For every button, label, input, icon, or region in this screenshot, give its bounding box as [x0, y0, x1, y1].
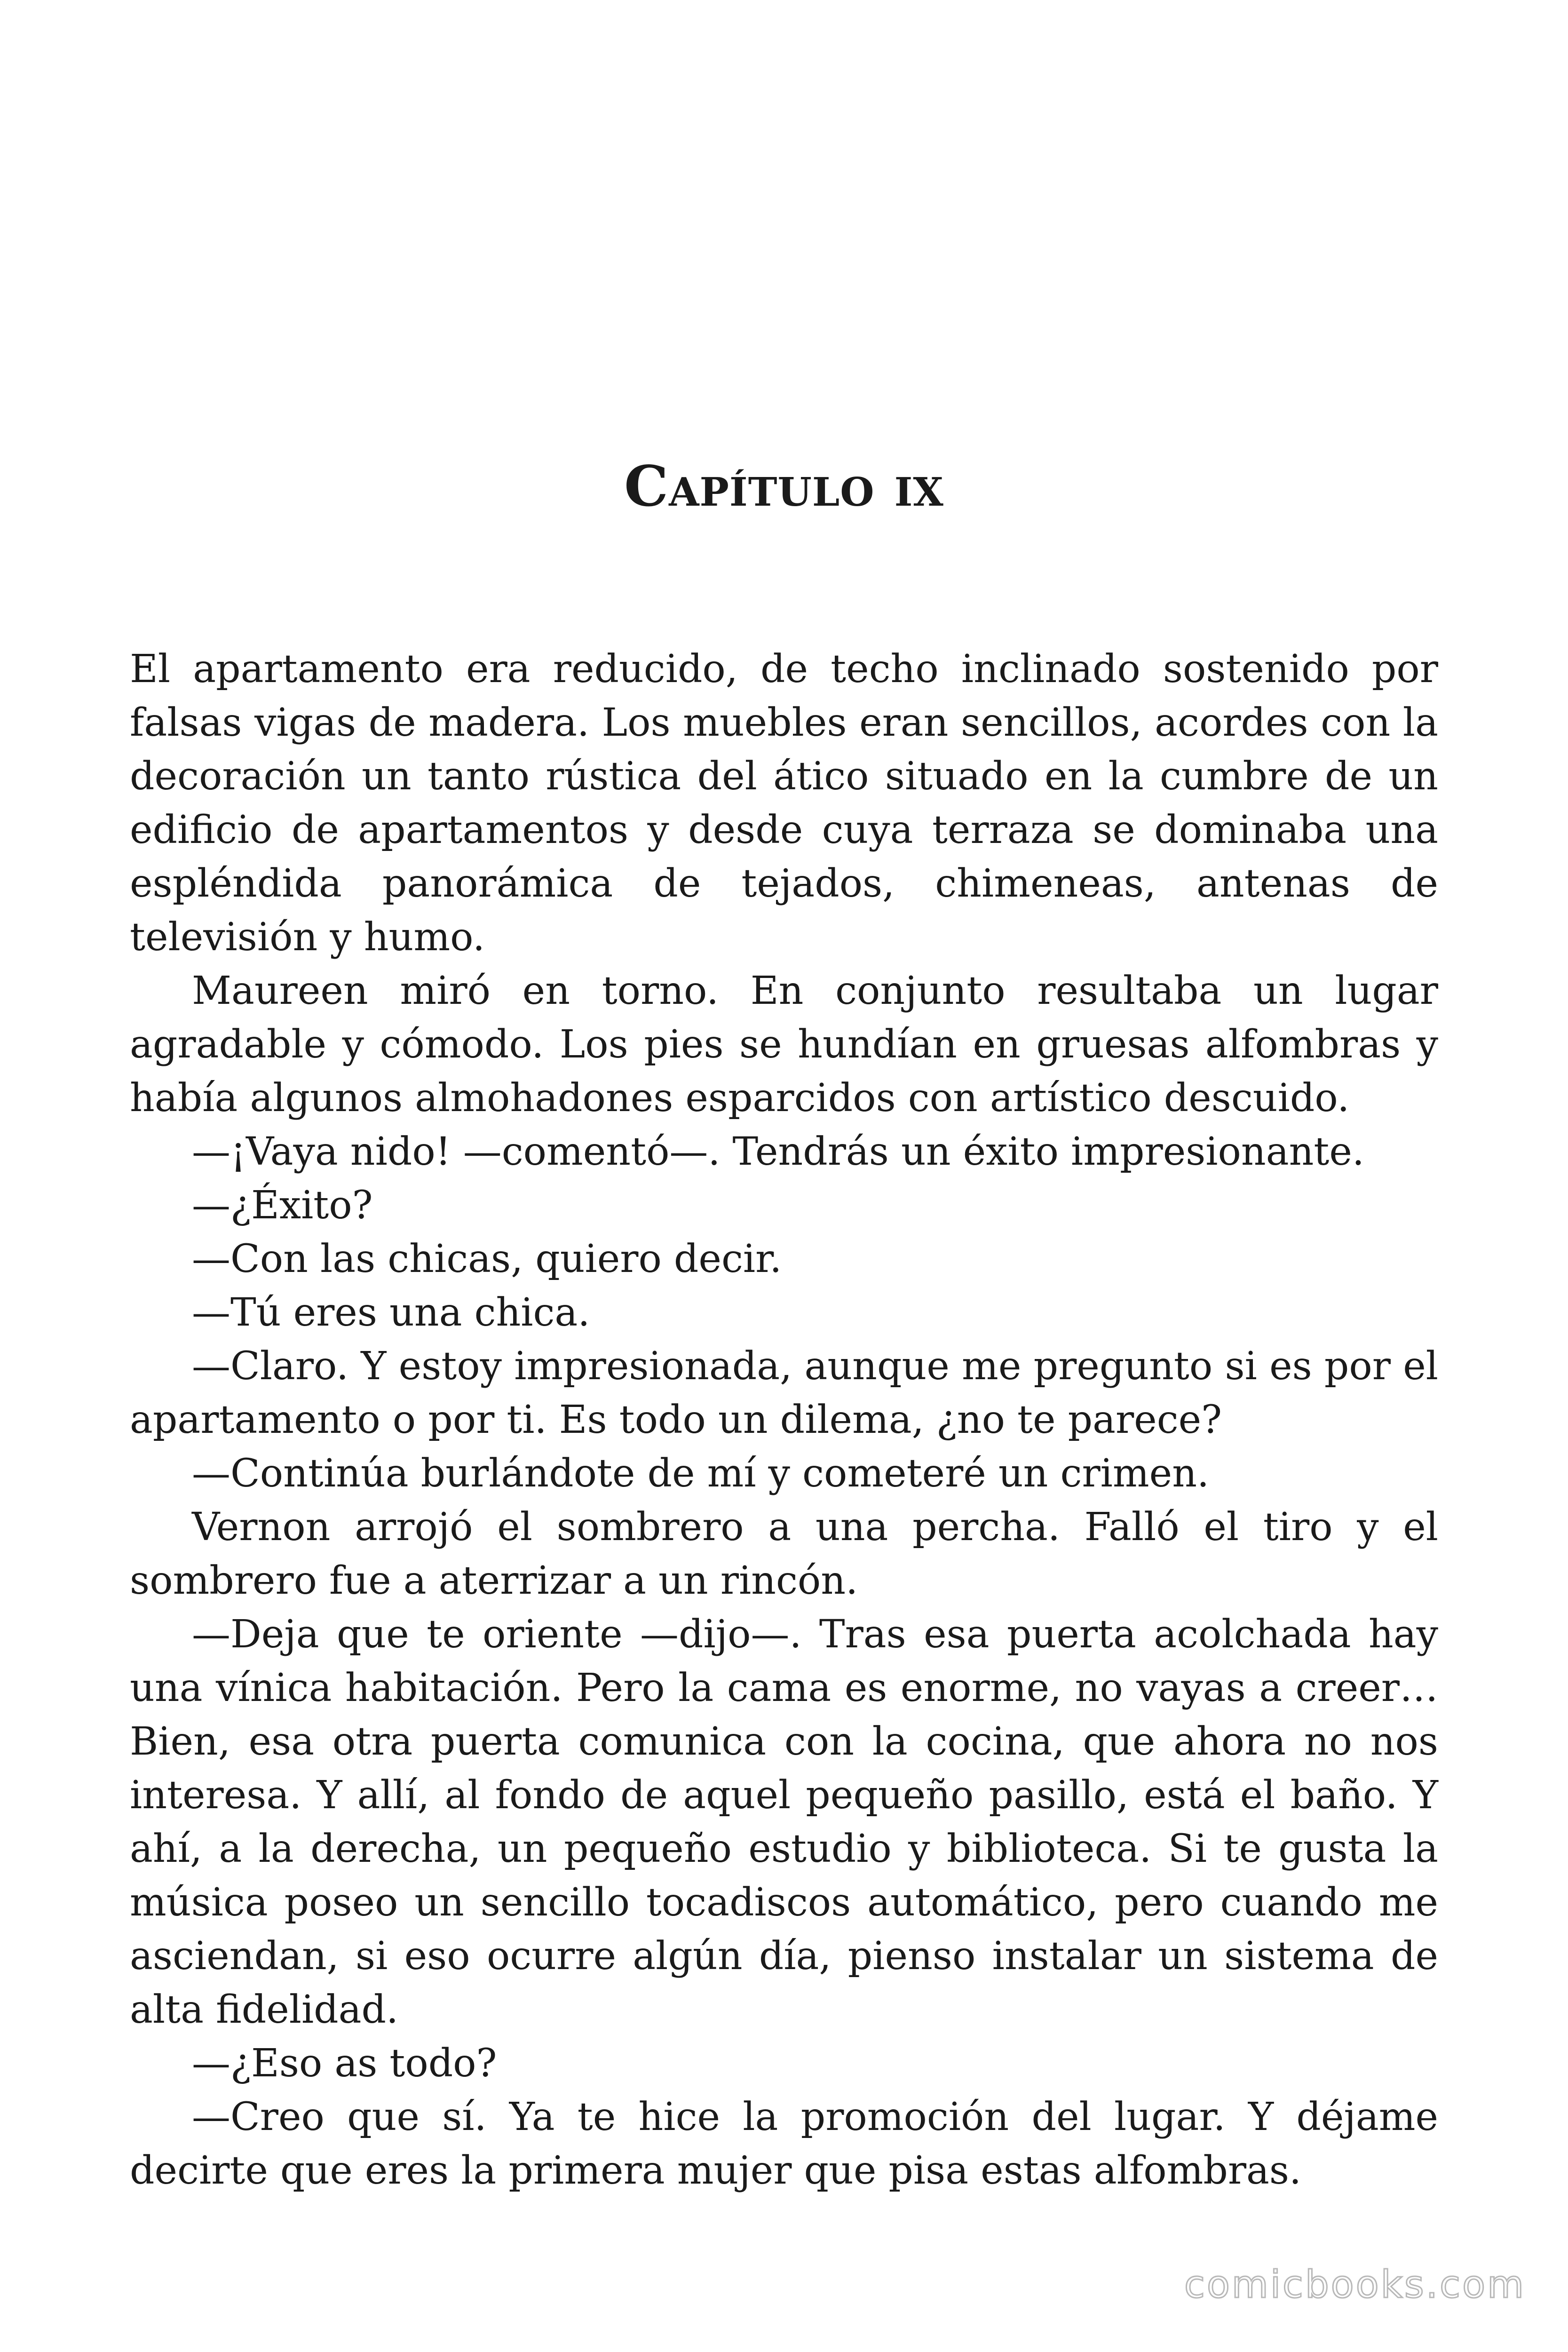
- paragraph: —Deja que te oriente —dijo—. Tras esa puerta acolchada hay una vínica habitación. Pero la cama es enorme, no vayas a creer… Bien, esa otra puerta comunica con la cocina, que ahora no nos interesa. Y allí, al fondo de aquel pequeño pasillo, está el baño. Y ahí, a la derecha, un pequeño estudio y biblioteca. Si te gusta la música poseo un sencillo tocadiscos automático, pero cuando me asciendan, si eso ocurre algún día, pienso instalar un sistema de alta fidelidad.: [130, 1612, 1438, 2032]
- paragraph: Maureen miró en torno. En conjunto resultaba un lugar agradable y cómodo. Los pies se hundían en gruesas alfombras y había algunos almohadones esparcidos con artístico descuido.: [130, 969, 1438, 1120]
- chapter-body: [130, 643, 1438, 2198]
- watermark: comicbooks.com: [1184, 2263, 1526, 2306]
- chapter-title-text: Capítulo ix: [624, 453, 944, 519]
- paragraph: —Creo que sí. Ya te hice la promoción del lugar. Y déjame decirte que eres la primera mujer que pisa estas alfombras.: [130, 2095, 1438, 2193]
- paragraph: —¡Vaya nido! —comentó—. Tendrás un éxito impresionante.: [192, 1129, 1364, 1174]
- paragraph: —Tú eres una chica.: [192, 1290, 590, 1335]
- chapter-title: [0, 453, 1568, 519]
- paragraph: —Con las chicas, quiero decir.: [192, 1237, 782, 1281]
- paragraph: —Continúa burlándote de mí y cometeré un crimen.: [192, 1451, 1210, 1496]
- paragraph: El apartamento era reducido, de techo inclinado sostenido por falsas vigas de madera. Los muebles eran sencillos, acordes con la decoración un tanto rústica del ático situado en la cumbre de un edificio de apartamentos y desde cuya terraza se dominaba una espléndida panorámica de tejados, chimeneas, antenas de televisión y humo.: [130, 647, 1438, 960]
- paragraph: Vernon arrojó el sombrero a una percha. Falló el tiro y el sombrero fue a aterrizar a un rincón.: [130, 1505, 1438, 1603]
- paragraph: —¿Éxito?: [192, 1183, 373, 1228]
- paragraph: —¿Eso as todo?: [192, 2041, 497, 2086]
- paragraph: —Claro. Y estoy impresionada, aunque me pregunto si es por el apartamento o por ti. Es todo un dilema, ¿no te parece?: [130, 1344, 1438, 1442]
